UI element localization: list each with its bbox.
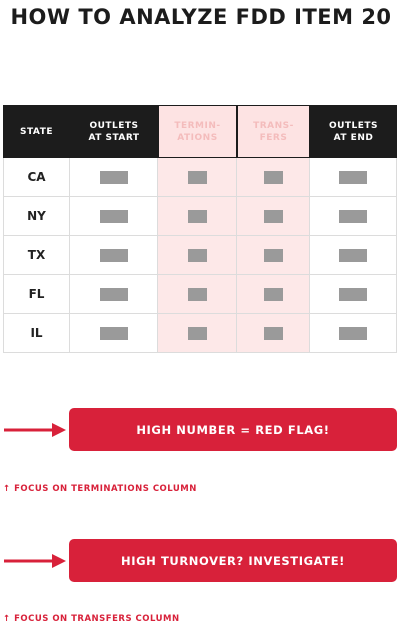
table-cell <box>310 275 397 314</box>
placeholder-value <box>264 171 283 184</box>
table-cell <box>70 236 158 275</box>
outlets-start-column <box>70 105 158 354</box>
placeholder-value <box>188 210 207 223</box>
state-column <box>3 105 70 354</box>
table-row-state <box>3 275 70 314</box>
placeholder-value <box>339 327 367 340</box>
state-label: FL <box>28 287 45 301</box>
state-label: NY <box>27 209 46 223</box>
table-cell <box>237 158 310 197</box>
placeholder-value <box>188 249 207 262</box>
placeholder-value <box>188 171 207 184</box>
header-outlets-at-end: OUTLETS AT END <box>310 105 397 158</box>
table-row-state <box>3 197 70 236</box>
table-row-state <box>3 158 70 197</box>
header-transfers: TRANS- FERS <box>237 105 310 158</box>
table-cell <box>158 275 237 314</box>
table-cell <box>310 197 397 236</box>
placeholder-value <box>100 327 128 340</box>
item20-table <box>3 105 397 354</box>
placeholder-value <box>339 249 367 262</box>
placeholder-value <box>264 249 283 262</box>
placeholder-value <box>100 249 128 262</box>
placeholder-value <box>188 288 207 301</box>
placeholder-value <box>264 210 283 223</box>
table-cell <box>237 314 310 353</box>
table-cell <box>70 314 158 353</box>
table-cell <box>70 275 158 314</box>
table-cell <box>310 158 397 197</box>
table-cell <box>237 236 310 275</box>
arrow-right-icon <box>4 553 66 569</box>
transfers-column <box>237 105 310 354</box>
header-terminations: TERMIN- ATIONS <box>158 105 237 158</box>
placeholder-value <box>339 171 367 184</box>
table-row-state <box>3 236 70 275</box>
table-cell <box>158 197 237 236</box>
placeholder-value <box>100 171 128 184</box>
table-cell <box>310 236 397 275</box>
arrow-right-icon <box>4 422 66 438</box>
state-label: TX <box>27 248 46 262</box>
state-label: IL <box>30 326 43 340</box>
table-cell <box>70 158 158 197</box>
header-state: STATE <box>3 105 70 158</box>
header-outlets-at-start: OUTLETS AT START <box>70 105 158 158</box>
placeholder-value <box>264 327 283 340</box>
table-cell <box>158 236 237 275</box>
table-cell <box>70 197 158 236</box>
table-cell <box>237 275 310 314</box>
table-cell <box>237 197 310 236</box>
placeholder-value <box>100 210 128 223</box>
table-cell <box>310 314 397 353</box>
placeholder-value <box>188 327 207 340</box>
investigate-banner: HIGH TURNOVER? INVESTIGATE! <box>69 539 397 582</box>
placeholder-value <box>100 288 128 301</box>
transfers-note: ↑ FOCUS ON TRANSFERS COLUMN <box>3 614 180 624</box>
terminations-column <box>158 105 237 354</box>
outlets-end-column <box>310 105 397 354</box>
placeholder-value <box>339 288 367 301</box>
placeholder-value <box>264 288 283 301</box>
red-flag-banner: HIGH NUMBER = RED FLAG! <box>69 408 397 451</box>
state-label: CA <box>27 170 46 184</box>
table-cell <box>158 314 237 353</box>
terminations-note: ↑ FOCUS ON TERMINATIONS COLUMN <box>3 484 197 494</box>
placeholder-value <box>339 210 367 223</box>
table-cell <box>158 158 237 197</box>
page-title: HOW TO ANALYZE FDD ITEM 20 <box>10 5 392 29</box>
table-row-state <box>3 314 70 353</box>
